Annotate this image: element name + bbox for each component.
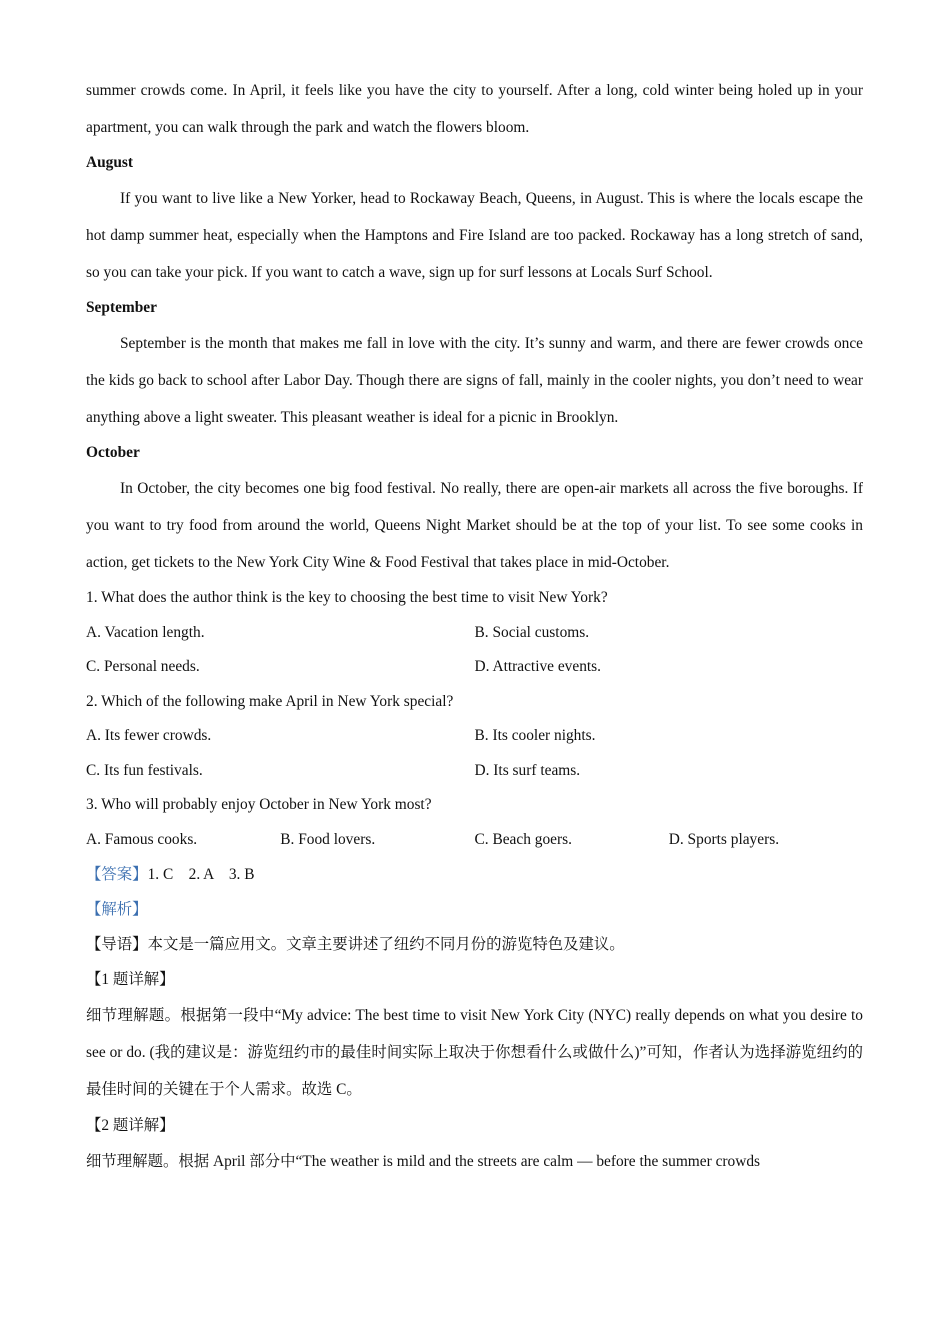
option-d: D. Sports players.	[668, 830, 780, 848]
option-a: A. Vacation length.	[86, 623, 205, 641]
question-1-stem: 1. What does the author think is the key to choosing the best time to visit New York?	[86, 589, 608, 606]
question-3-stem: 3. Who will probably enjoy October in New York most?	[86, 796, 432, 813]
option-c: C. Its fun festivals.	[86, 761, 203, 779]
question-1-options	[86, 616, 863, 651]
answer-text: 1. C 2. A 3. B	[147, 866, 255, 883]
q2-detail-label: 【2 题详解】	[86, 1117, 175, 1134]
option-c: C. Beach goers.	[474, 830, 572, 848]
option-a: A. Its fewer crowds.	[86, 727, 212, 744]
q1-detail-label: 【1 题详解】	[86, 971, 175, 988]
option-b: B. Its cooler nights.	[474, 727, 596, 744]
question-2-stem: 2. Which of the following make April in New York special?	[86, 692, 454, 710]
question-1-options-row2	[86, 650, 863, 685]
question-2-options-row2	[86, 754, 863, 789]
intro-line	[86, 927, 863, 962]
option-a: A. Famous cooks.	[86, 830, 198, 848]
option-b: B. Social customs.	[474, 623, 590, 641]
option-d: D. Attractive events.	[474, 658, 602, 675]
q2-detail-text: 细节理解题。根据 April 部分中“The weather is mild and the streets are calm — before the summer crowds	[86, 1153, 761, 1170]
section-text-september: September is the month that makes me fall in love with the city. It’s sunny and warm, and there are fewer crowds once the kids go back to school after Labor Day. Though there are signs of fall, mainly in the cooler nights, you don’t need to wear anything above a light sweater. This pleasant weather is ideal for a picnic in Brooklyn.	[86, 335, 863, 426]
answer-line	[86, 857, 863, 892]
question-3-options	[86, 823, 863, 858]
q1-detail-text: 细节理解题。根据第一段中“My advice: The best time to visit New York City (NYC) really depends on what you desire to see or do. (我的建议是：游览纽约市的最佳时间实际上取决于你想看什么或做什么)”可知，作者认为选择游览纽约的最佳时间的关键在于个人需求。故选 C。	[86, 1007, 863, 1098]
section-text-october: In October, the city becomes one big food festival. No really, there are open-air markets all across the five boroughs. If you want to try food from around the world, Queens Night Market should be at the top of your list. To see some cooks in action, get tickets to the New York City Wine & Food Festival that takes place in mid-October.	[86, 480, 863, 571]
passage-april-continued: summer crowds come. In April, it feels like you have the city to yourself. After a long, cold winter being holed up in your apartment, you can walk through the park and watch the flowers bloom.	[86, 82, 863, 136]
question-2-options	[86, 719, 863, 754]
section-text-august: If you want to live like a New Yorker, head to Rockaway Beach, Queens, in August. This is where the locals escape the hot damp summer heat, especially when the Hamptons and Fire Island are too packed. Rockaway has a long stretch of sand, so you can take your pick. If you want to catch a wave, sign up for surf lessons at Locals Surf School.	[86, 190, 863, 281]
section-heading-august: August	[86, 154, 134, 171]
analysis-label: 【解析】	[86, 901, 148, 918]
section-heading-september: September	[86, 299, 157, 316]
intro-text: 本文是一篇应用文。文章主要讲述了纽约不同月份的游览特色及建议。	[147, 936, 625, 953]
option-c: C. Personal needs.	[86, 658, 200, 675]
option-b: B. Food lovers.	[280, 830, 376, 848]
intro-label: 【导语】	[86, 936, 148, 953]
option-d: D. Its surf teams.	[474, 761, 581, 779]
section-heading-october: October	[86, 444, 140, 461]
answer-label: 【答案】	[86, 866, 148, 883]
document-page	[86, 72, 863, 1180]
